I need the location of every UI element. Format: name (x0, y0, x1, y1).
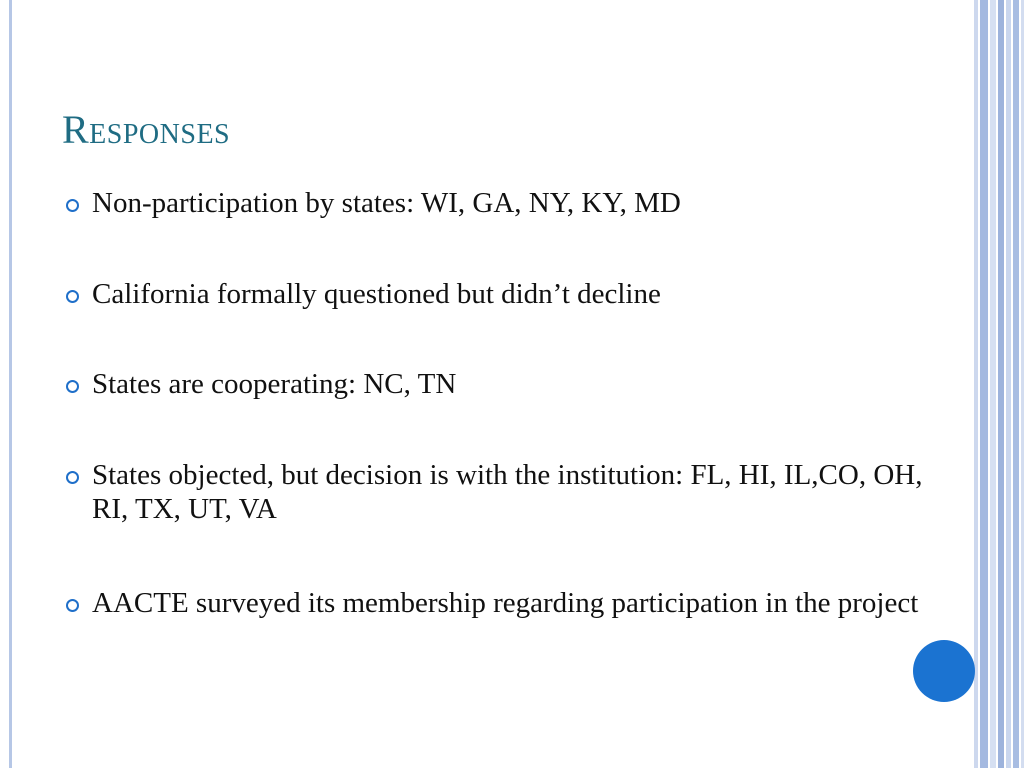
right-border-stripe (1006, 0, 1011, 768)
bullet-text: States are cooperating: NC, TN (92, 368, 457, 400)
bullet-text: California formally questioned but didn’t decline (92, 278, 661, 310)
right-border-stripe (980, 0, 988, 768)
bullet-text: States objected, but decision is with the institution: FL, HI, IL,CO, OH, RI, TX, UT, VA (92, 459, 923, 525)
bullet-ring-icon (66, 290, 79, 303)
bullet-ring-icon (66, 380, 79, 393)
bullet-text: Non-participation by states: WI, GA, NY, KY, MD (92, 187, 681, 219)
bullet-ring-icon (66, 599, 79, 612)
slide-title: Responses (62, 107, 231, 152)
right-border-stripe (974, 0, 978, 768)
bullet-ring-icon (66, 199, 79, 212)
left-border-line (9, 0, 12, 768)
right-border-stripe (998, 0, 1004, 768)
bullet-text: AACTE surveyed its membership regarding participation in the project (92, 587, 919, 619)
decorative-circle (913, 640, 975, 702)
right-border-stripe (990, 0, 996, 768)
right-border-stripe (1013, 0, 1019, 768)
bullet-ring-icon (66, 471, 79, 484)
